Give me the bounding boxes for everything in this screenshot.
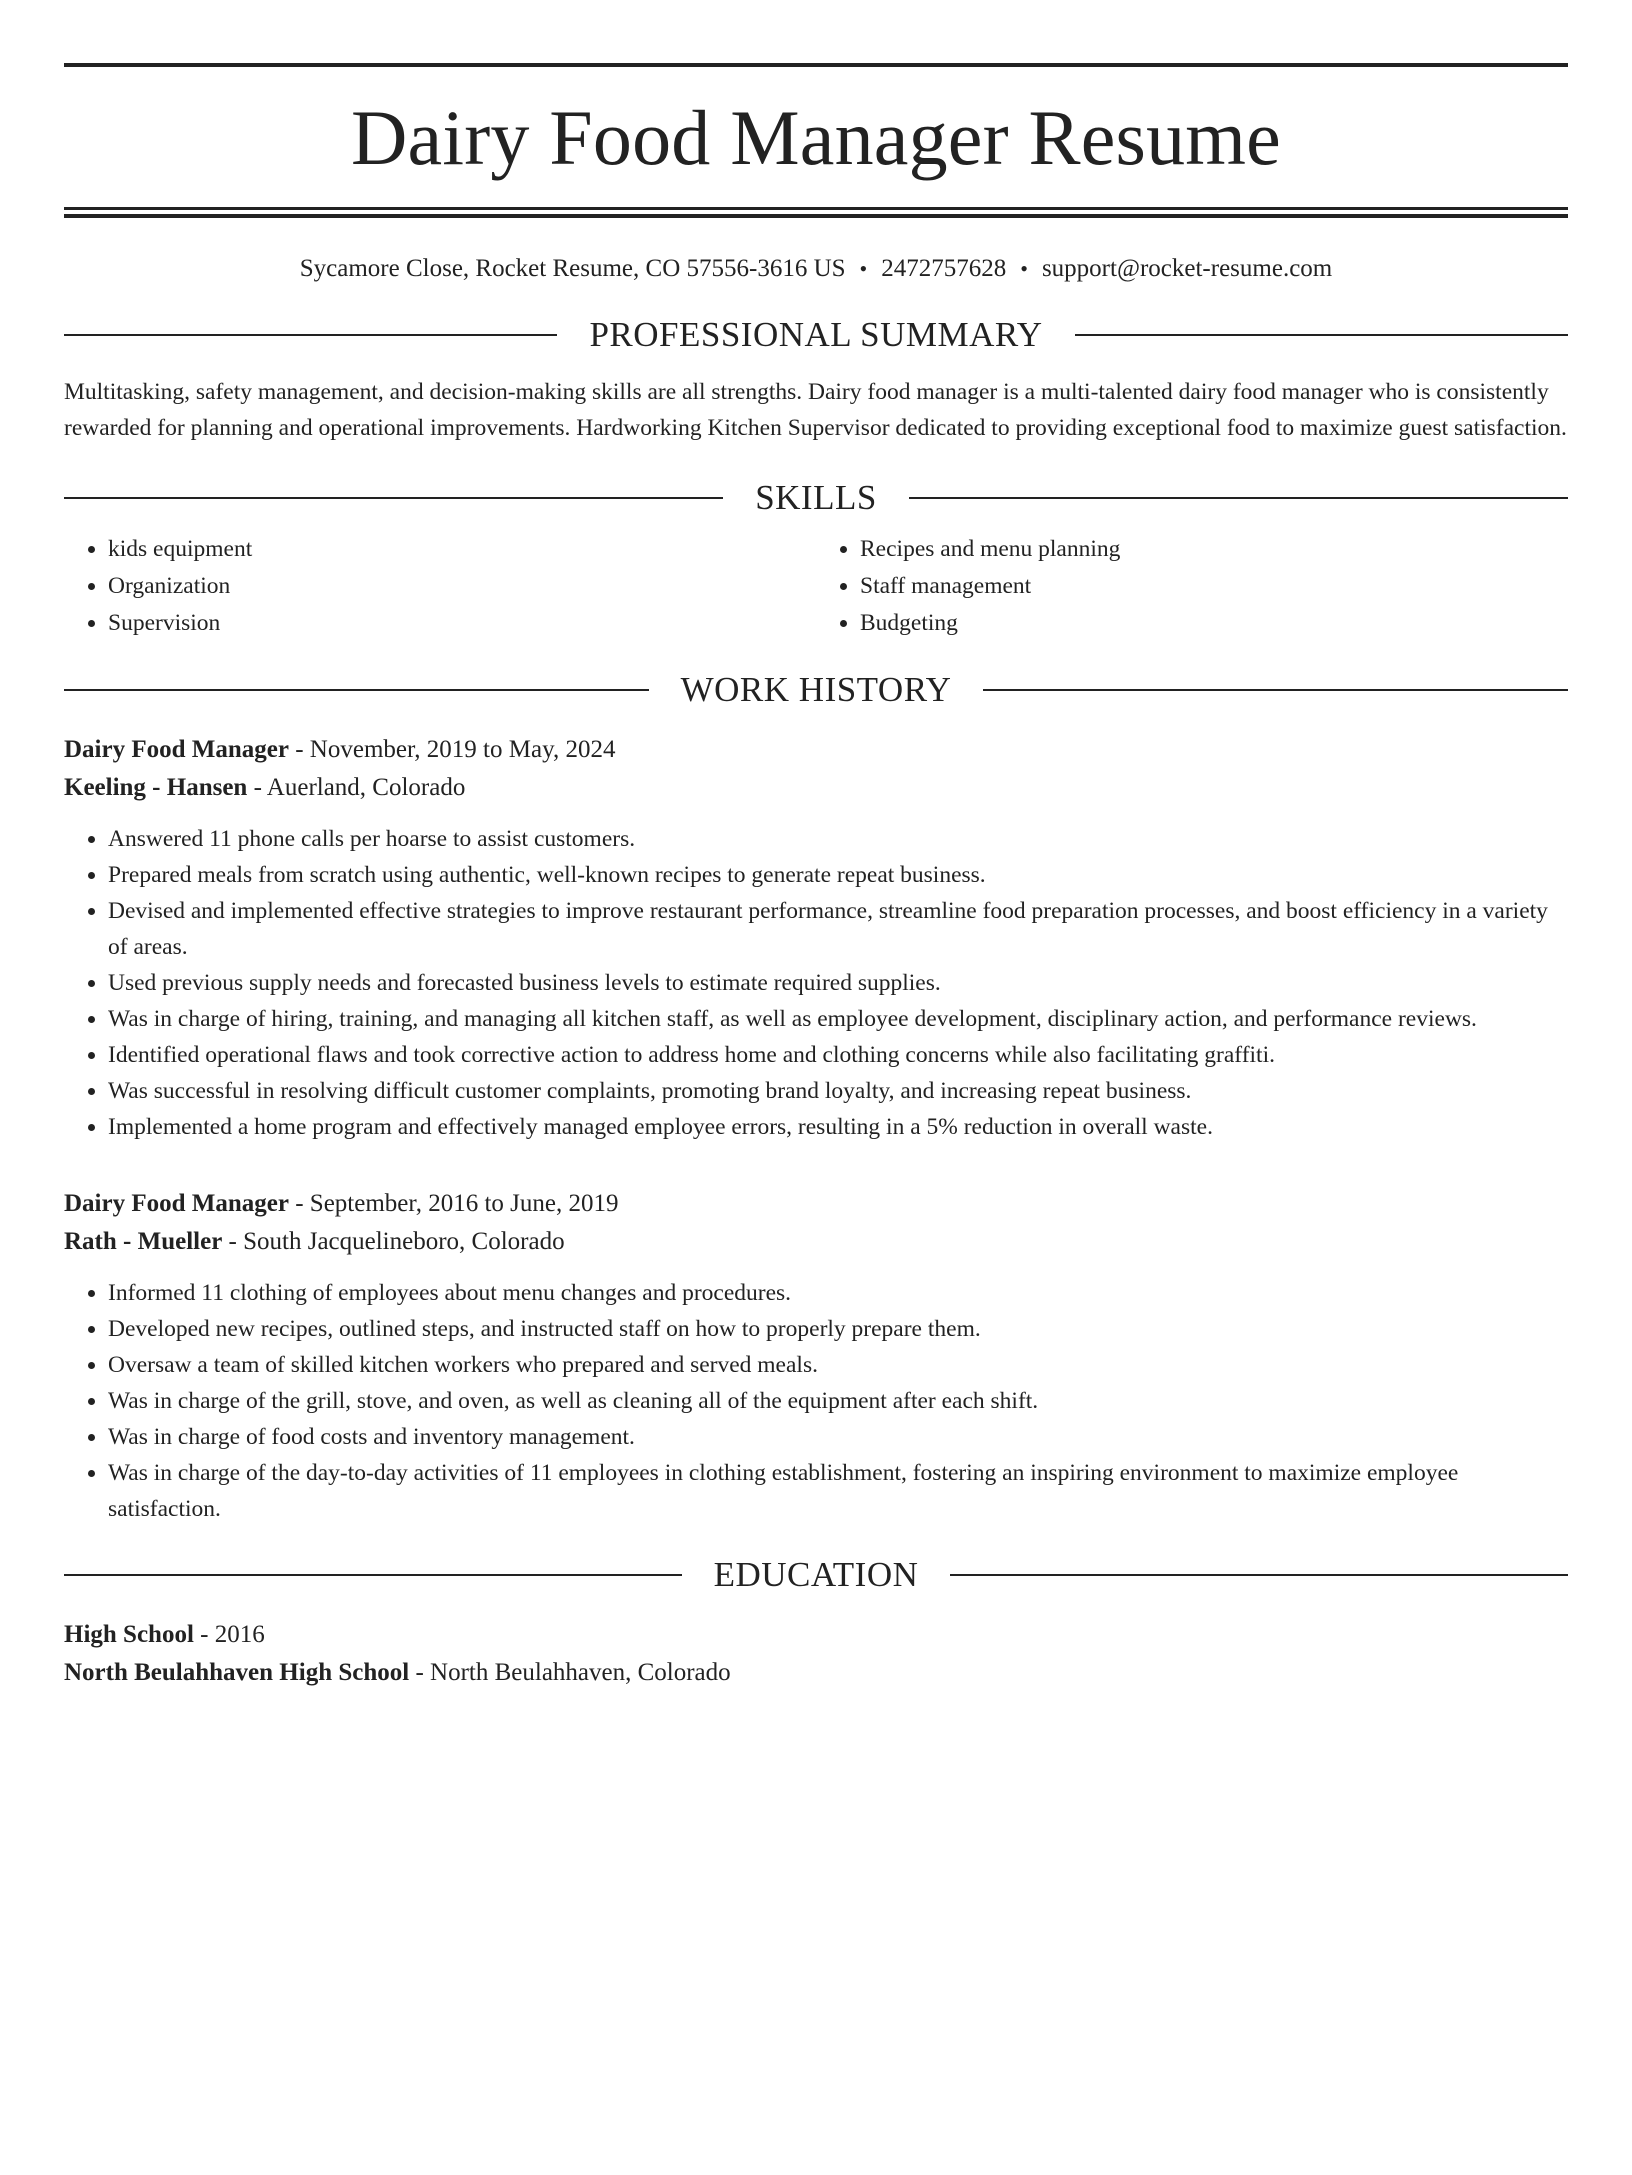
job-dates: - September, 2016 to June, 2019 [288,1190,619,1217]
heading-rule-right [1075,334,1568,336]
contact-phone: 2472757628 [881,255,1007,282]
education-heading-label: EDUCATION [713,1555,919,1594]
skill-item: • Budgeting [860,605,1568,642]
job-bullets [64,1275,1568,1527]
skills-column-left [64,531,816,642]
job-bullet: • Was in charge of food costs and inventory management. [108,1419,1568,1455]
contact-address: Sycamore Close, Rocket Resume, CO 57556-3616 US [299,255,846,282]
job-company-line [64,1223,1568,1261]
job-bullet: • Implemented a home program and effectively managed employee errors, resulting in a 5% reduction in overall waste. [108,1109,1568,1145]
skills-heading-label: SKILLS [755,478,877,517]
heading-rule-right [950,1574,1568,1576]
work-history-heading [64,672,1568,707]
job-bullet: • Identified operational flaws and took corrective action to address home and clothing concerns while also facilitating graffiti. [108,1037,1568,1073]
job-bullet: • Developed new recipes, outlined steps, and instructed staff on how to properly prepare them. [108,1311,1568,1347]
education-school-line [64,1654,1568,1692]
contact-line [64,256,1568,281]
job-title-line [64,731,1568,769]
contact-separator: • [1020,256,1028,281]
job-bullet: • Was in charge of the grill, stove, and oven, as well as cleaning all of the equipment after each shift. [108,1383,1568,1419]
job-bullet: • Answered 11 phone calls per hoarse to assist customers. [108,821,1568,857]
heading-rule-right [983,689,1568,691]
education-heading [64,1557,1568,1592]
heading-rule-left [64,497,723,499]
job-title: Dairy Food Manager [64,736,289,763]
education-degree-line [64,1616,1568,1654]
resume-title: Dairy Food Manager Resume [351,94,1281,181]
title-double-rule [64,207,1568,218]
job-entry [64,1185,1568,1527]
job-title: Dairy Food Manager [64,1190,289,1217]
job-company: Keeling - Hansen [64,774,248,801]
summary-heading [64,317,1568,352]
job-dates: - November, 2019 to May, 2024 [288,736,616,763]
job-company-line [64,769,1568,807]
summary-heading-label: PROFESSIONAL SUMMARY [589,315,1043,354]
summary-text: Multitasking, safety management, and decision-making skills are all strengths. Dairy food manager is a multi-talented dairy food manager who is consistently rewarded for planning and operational improvements. Hardworking Kitchen Supervisor dedicated to providing exceptional food to maximize guest satisfaction. [64,379,1567,441]
education-degree: High School [64,1621,194,1648]
heading-rule-left [64,334,557,336]
job-bullet: • Prepared meals from scratch using authentic, well-known recipes to generate repeat business. [108,857,1568,893]
heading-rule-left [64,689,649,691]
job-location: - Auerland, Colorado [247,774,466,801]
resume-page [0,63,1632,2175]
heading-rule-right [909,497,1568,499]
contact-email: support@rocket-resume.com [1041,255,1333,282]
skill-item: • Staff management [860,568,1568,605]
job-bullet: • Devised and implemented effective strategies to improve restaurant performance, streamline food preparation processes, and boost efficiency in a variety of areas. [108,893,1568,965]
heading-rule-left [64,1574,682,1576]
contact-separator: • [859,256,868,281]
job-company: Rath - Mueller [64,1228,223,1255]
skill-item: • Recipes and menu planning [860,531,1568,568]
education-year: - 2016 [193,1621,265,1648]
skill-item: • Organization [108,568,816,605]
job-bullet: • Used previous supply needs and forecasted business levels to estimate required supplies. [108,965,1568,1001]
job-title-line [64,1185,1568,1223]
job-bullet: • Was in charge of hiring, training, and managing all kitchen staff, as well as employee development, disciplinary action, and performance reviews. [108,1001,1568,1037]
skills-list [64,531,1568,642]
education-school: North Beulahhaven High School [64,1659,410,1686]
job-bullet: • Was successful in resolving difficult customer complaints, promoting brand loyalty, and increasing repeat business. [108,1073,1568,1109]
skill-item: • kids equipment [108,531,816,568]
job-bullet: • Oversaw a team of skilled kitchen workers who prepared and served meals. [108,1347,1568,1383]
work-history-heading-label: WORK HISTORY [680,670,952,709]
skills-column-right [816,531,1568,642]
education-location: - North Beulahhaven, Colorado [409,1659,731,1686]
job-bullet: • Was in charge of the day-to-day activities of 11 employees in clothing establishment, fostering an inspiring environment to maximize employee satisfaction. [108,1455,1568,1527]
skills-heading [64,480,1568,515]
education-entry [64,1616,1568,1692]
skill-item: • Supervision [108,605,816,642]
job-location: - South Jacquelineboro, Colorado [222,1228,565,1255]
job-entry [64,731,1568,1145]
job-bullet: • Informed 11 clothing of employees about menu changes and procedures. [108,1275,1568,1311]
top-rule [64,63,1568,67]
job-bullets [64,821,1568,1145]
